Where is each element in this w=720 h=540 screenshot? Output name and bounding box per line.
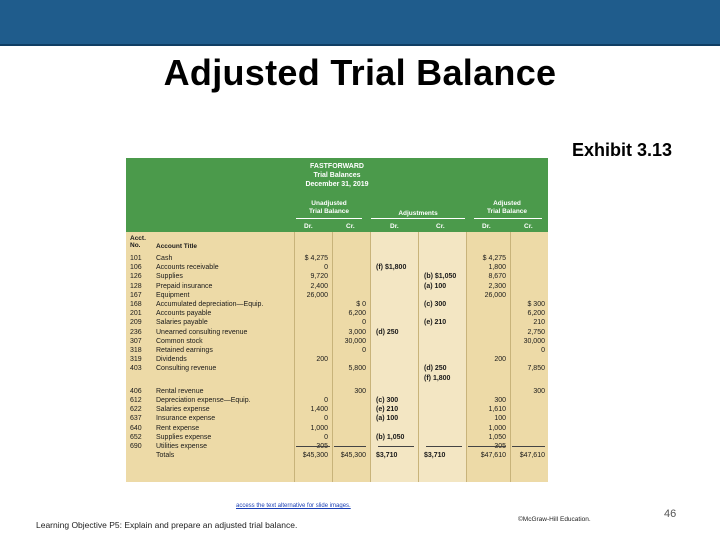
cell-acr: (c) 300 <box>424 301 447 308</box>
cell-adr: (c) 300 <box>376 397 399 404</box>
exhibit-header <box>126 158 548 232</box>
report-name: Trial Balances <box>313 172 361 179</box>
table-row <box>126 309 548 318</box>
cell-adr: (f) $1,800 <box>376 264 407 272</box>
cell-title: Accounts payable <box>156 310 212 318</box>
cell-no: 318 <box>130 347 142 354</box>
cell-no: 652 <box>130 433 142 441</box>
cell-no: 307 <box>130 337 142 345</box>
cell-udr: 2,400 <box>310 282 328 290</box>
table-row <box>126 414 548 423</box>
adj-dr-header: Dr. <box>390 223 399 230</box>
cell-fcr: 300 <box>533 387 545 395</box>
cell-acr: (b) $1,050 <box>424 273 457 281</box>
cell-ucr: $45,300 <box>340 452 366 460</box>
table-row <box>126 337 548 346</box>
cell-udr: 26,000 <box>306 291 328 299</box>
totals-rule <box>426 446 462 447</box>
cell-no: 168 <box>130 301 142 308</box>
cell-fdr: 1,800 <box>488 264 506 272</box>
table-row <box>126 318 548 327</box>
cell-no: 126 <box>130 273 142 281</box>
cell-title: Depreciation expense—Equip. <box>156 397 251 404</box>
cell-fdr: 1,000 <box>488 424 506 432</box>
cell-no: 167 <box>130 291 142 299</box>
cell-title: Cash <box>156 255 173 262</box>
adjustments-header: Adjustments <box>398 210 438 217</box>
account-title-header: Account Title <box>156 243 198 250</box>
cell-title: Accounts receivable <box>156 264 219 272</box>
table-row <box>126 272 548 281</box>
cell-ucr: 0 <box>362 319 366 327</box>
cell-ucr: 30,000 <box>344 337 366 345</box>
cell-ucr: 300 <box>354 387 366 395</box>
cell-acr: (e) 210 <box>424 319 447 327</box>
cell-acr: (a) 100 <box>424 282 447 290</box>
table-row <box>126 291 548 300</box>
cell-title: Dividends <box>156 356 187 364</box>
cell-title: Totals <box>156 452 175 460</box>
cell-title: Accumulated depreciation—Equip. <box>156 301 264 308</box>
cell-udr: 0 <box>324 433 328 441</box>
cell-no: 622 <box>130 406 142 414</box>
company-block <box>126 162 548 189</box>
cell-udr: 0 <box>324 397 328 404</box>
cell-title: Insurance expense <box>156 415 216 423</box>
cell-no: 106 <box>130 264 142 272</box>
cell-no: 319 <box>130 356 142 364</box>
table-row <box>126 364 548 373</box>
cell-no: 690 <box>130 443 142 450</box>
table-row <box>126 355 548 364</box>
cell-title: Rental revenue <box>156 387 204 395</box>
cell-no: 637 <box>130 415 142 423</box>
cell-acr: (f) 1,800 <box>424 374 451 382</box>
table-row <box>126 433 548 442</box>
cell-acr: $3,710 <box>424 452 446 460</box>
table-row <box>126 387 548 396</box>
page-title: Adjusted Trial Balance <box>163 52 557 93</box>
cell-no: 236 <box>130 328 142 336</box>
cell-no: 201 <box>130 310 142 318</box>
totals-rule <box>296 446 330 447</box>
cell-title: Supplies <box>156 273 183 281</box>
cell-fdr: $ 4,275 <box>482 255 506 262</box>
cell-fcr: $ 300 <box>527 301 545 308</box>
cell-fdr: 1,610 <box>488 406 506 414</box>
cell-adr: (e) 210 <box>376 406 399 414</box>
cell-fdr: 8,670 <box>488 273 506 281</box>
final-cr-header: Cr. <box>524 223 533 230</box>
cell-fcr: 2,750 <box>527 328 545 336</box>
cell-title: Salaries expense <box>156 406 210 414</box>
cell-fdr: 1,050 <box>488 433 506 441</box>
cell-title: Supplies expense <box>156 433 212 441</box>
cell-no: 406 <box>130 387 142 395</box>
table-row <box>126 254 548 263</box>
cell-udr: 9,720 <box>310 273 328 281</box>
cell-udr: $ 4,275 <box>304 255 328 262</box>
cell-ucr: 5,800 <box>348 365 366 373</box>
cell-fcr: 210 <box>533 319 545 327</box>
trial-balance-exhibit <box>126 158 548 482</box>
cell-no: 209 <box>130 319 142 327</box>
copyright: ©McGraw-Hill Education. <box>518 516 591 523</box>
cell-adr: (a) 100 <box>376 415 399 423</box>
unadj-dr-header: Dr. <box>304 223 313 230</box>
cell-no: 403 <box>130 365 142 373</box>
learning-objective: Learning Objective P5: Explain and prepare an adjusted trial balance. <box>36 520 298 530</box>
cell-ucr: 6,200 <box>348 310 366 318</box>
top-bar <box>0 0 720 46</box>
cell-no: 640 <box>130 424 142 432</box>
table-row <box>126 374 548 383</box>
table-row <box>126 424 548 433</box>
cell-adr: (d) 250 <box>376 328 399 336</box>
table-row <box>126 300 548 309</box>
cell-fcr: $47,610 <box>519 452 545 460</box>
table-row <box>126 263 548 272</box>
cell-title: Retained earnings <box>156 347 213 354</box>
table-row <box>126 282 548 291</box>
table-row <box>126 396 548 405</box>
cell-fdr: 2,300 <box>488 282 506 290</box>
final-dr-header: Dr. <box>482 223 491 230</box>
cell-fdr: $47,610 <box>480 452 506 460</box>
acct-no-header: Acct. No. <box>130 235 146 249</box>
totals-row <box>126 451 548 460</box>
cell-udr: 1,000 <box>310 424 328 432</box>
unadjusted-header: Unadjusted Trial Balance <box>308 200 350 215</box>
cell-udr: 200 <box>316 356 328 364</box>
table-row <box>126 405 548 414</box>
page-number: 46 <box>664 508 677 520</box>
cell-title: Utilities expense <box>156 443 207 450</box>
cell-fcr: 0 <box>541 347 545 354</box>
cell-title: Unearned consulting revenue <box>156 328 248 336</box>
totals-rule <box>378 446 414 447</box>
totals-rule <box>334 446 366 447</box>
cell-udr: $45,300 <box>302 452 328 460</box>
cell-title: Consulting revenue <box>156 365 217 373</box>
cell-ucr: 0 <box>362 347 366 354</box>
cell-title: Salaries payable <box>156 319 208 327</box>
text-alternative-link[interactable]: access the text alternative for slide images. <box>236 503 351 509</box>
cell-fdr: 26,000 <box>484 291 506 299</box>
cell-title: Common stock <box>156 337 203 345</box>
cell-title: Equipment <box>156 291 190 299</box>
cell-adr: $3,710 <box>376 452 398 460</box>
cell-fcr: 6,200 <box>527 310 545 318</box>
unadjusted-underline <box>296 218 362 219</box>
report-date: December 31, 2019 <box>305 181 369 188</box>
totals-rule <box>512 446 545 447</box>
cell-fdr: 200 <box>494 356 506 364</box>
exhibit-label: Exhibit 3.13 <box>572 140 673 160</box>
table-row <box>126 346 548 355</box>
cell-no: 101 <box>130 255 142 262</box>
cell-fcr: 7,850 <box>527 365 545 373</box>
cell-udr: 0 <box>324 264 328 272</box>
cell-adr: (b) 1,050 <box>376 433 405 441</box>
cell-udr: 0 <box>324 415 328 423</box>
cell-title: Prepaid insurance <box>156 282 213 290</box>
adjusted-header: Adjusted Trial Balance <box>486 200 528 215</box>
cell-ucr: 3,000 <box>348 328 366 336</box>
company-name: FASTFORWARD <box>310 163 364 170</box>
cell-ucr: $ 0 <box>356 301 366 308</box>
table-row <box>126 328 548 337</box>
cell-fcr: 30,000 <box>523 337 545 345</box>
adjusted-underline <box>474 218 542 219</box>
totals-rule <box>468 446 506 447</box>
adj-cr-header: Cr. <box>436 223 445 230</box>
cell-udr: 1,400 <box>310 406 328 414</box>
cell-no: 128 <box>130 282 142 290</box>
unadj-cr-header: Cr. <box>346 223 355 230</box>
cell-acr: (d) 250 <box>424 365 447 373</box>
adjustments-underline <box>371 218 465 219</box>
cell-title: Rent expense <box>156 424 200 432</box>
cell-no: 612 <box>130 397 142 404</box>
cell-fdr: 100 <box>494 415 506 423</box>
cell-fdr: 300 <box>494 397 506 404</box>
